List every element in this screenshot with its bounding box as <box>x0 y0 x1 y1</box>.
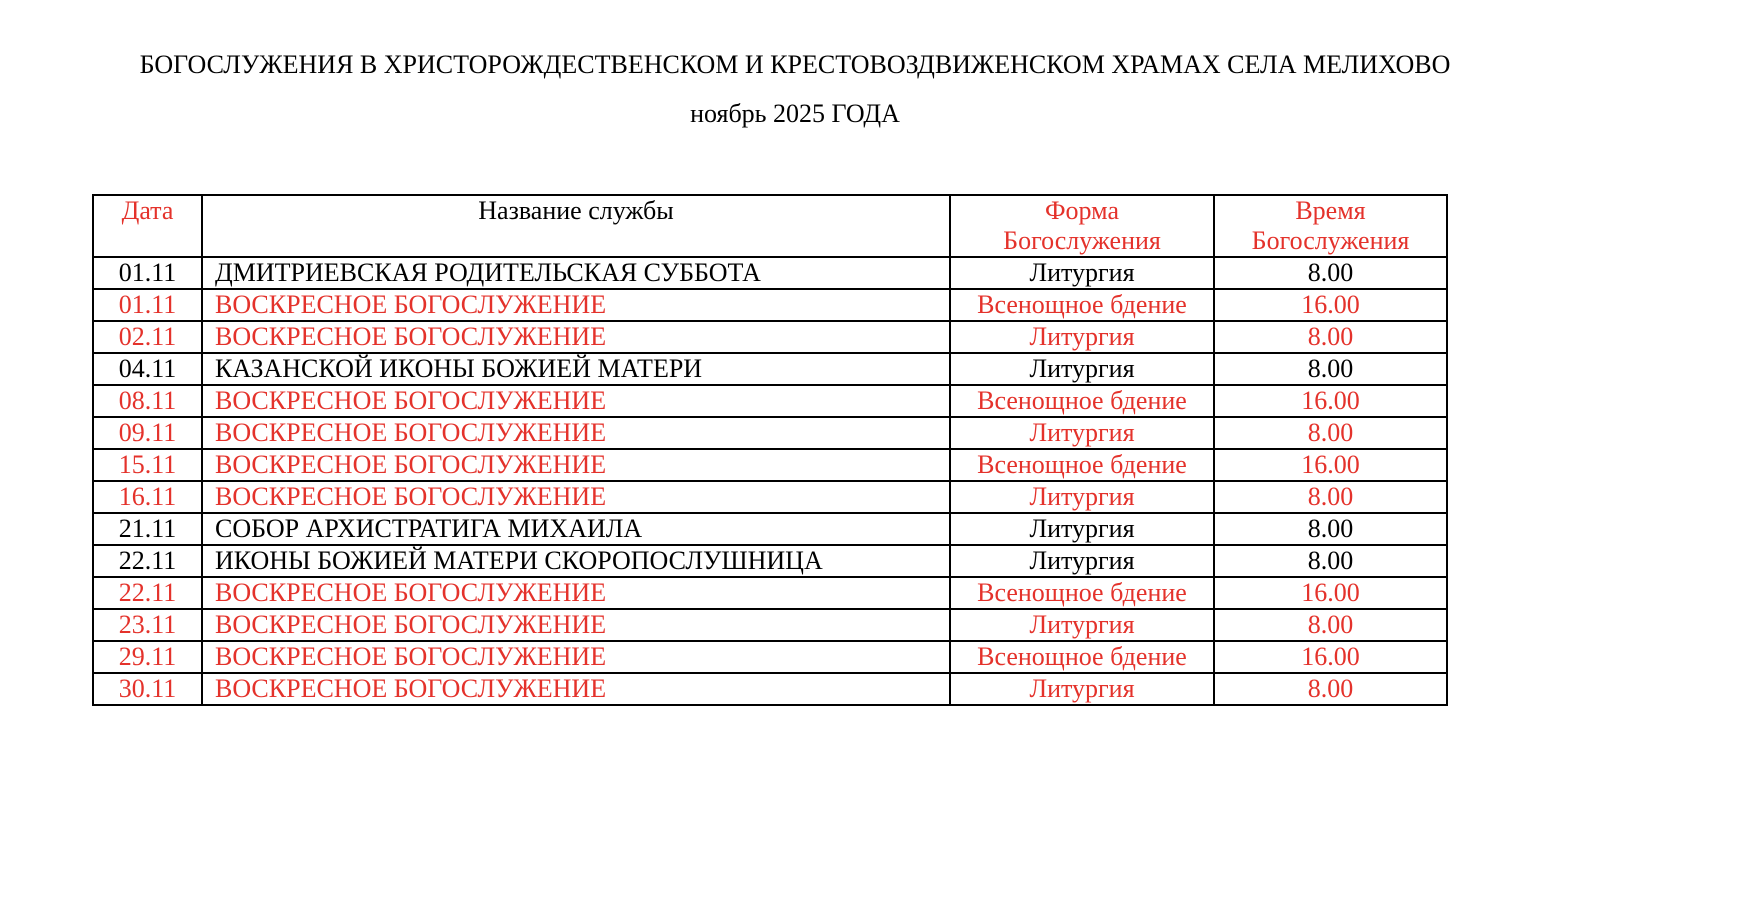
cell-service-time: 16.00 <box>1214 289 1447 321</box>
cell-service-time: 16.00 <box>1214 577 1447 609</box>
cell-date: 09.11 <box>93 417 202 449</box>
header-date <box>93 195 202 257</box>
cell-date: 29.11 <box>93 641 202 673</box>
cell-date: 08.11 <box>93 385 202 417</box>
cell-date: 22.11 <box>93 577 202 609</box>
table-row <box>93 289 1447 321</box>
header-date-label: Дата <box>121 196 174 225</box>
cell-service-name: ВОСКРЕСНОЕ БОГОСЛУЖЕНИЕ <box>202 577 950 609</box>
header-service-time <box>1214 195 1447 257</box>
table-row <box>93 545 1447 577</box>
header-service-form-line2: Богослужения <box>1003 226 1161 255</box>
table-header-row <box>93 195 1447 257</box>
cell-service-form: Всенощное бдение <box>950 385 1214 417</box>
table-row <box>93 577 1447 609</box>
schedule-table <box>92 194 1448 706</box>
cell-service-time: 8.00 <box>1214 321 1447 353</box>
cell-service-name: ВОСКРЕСНОЕ БОГОСЛУЖЕНИЕ <box>202 673 950 705</box>
cell-date: 01.11 <box>93 289 202 321</box>
cell-service-form: Литургия <box>950 673 1214 705</box>
cell-service-name: ВОСКРЕСНОЕ БОГОСЛУЖЕНИЕ <box>202 609 950 641</box>
header-service-name <box>202 195 950 257</box>
cell-service-form: Литургия <box>950 513 1214 545</box>
table-row <box>93 609 1447 641</box>
cell-date: 30.11 <box>93 673 202 705</box>
cell-date: 23.11 <box>93 609 202 641</box>
header-service-time-line1: Время <box>1295 196 1366 225</box>
cell-service-form: Всенощное бдение <box>950 449 1214 481</box>
header-service-form <box>950 195 1214 257</box>
cell-service-name: ВОСКРЕСНОЕ БОГОСЛУЖЕНИЕ <box>202 385 950 417</box>
schedule-body <box>93 257 1447 705</box>
cell-service-form: Всенощное бдение <box>950 641 1214 673</box>
table-row <box>93 673 1447 705</box>
cell-service-name: СОБОР АРХИСТРАТИГА МИХАИЛА <box>202 513 950 545</box>
cell-service-form: Всенощное бдение <box>950 577 1214 609</box>
document-title: БОГОСЛУЖЕНИЯ В ХРИСТОРОЖДЕСТВЕНСКОМ И КРЕСТОВОЗДВИЖЕНСКОМ ХРАМАХ СЕЛА МЕЛИХОВО <box>139 50 1451 79</box>
cell-service-form: Литургия <box>950 417 1214 449</box>
cell-date: 15.11 <box>93 449 202 481</box>
cell-date: 02.11 <box>93 321 202 353</box>
cell-service-time: 8.00 <box>1214 609 1447 641</box>
cell-service-time: 8.00 <box>1214 481 1447 513</box>
cell-service-time: 8.00 <box>1214 353 1447 385</box>
cell-service-name: ВОСКРЕСНОЕ БОГОСЛУЖЕНИЕ <box>202 417 950 449</box>
table-row <box>93 257 1447 289</box>
table-row <box>93 321 1447 353</box>
cell-date: 04.11 <box>93 353 202 385</box>
cell-service-time: 8.00 <box>1214 545 1447 577</box>
cell-service-time: 16.00 <box>1214 641 1447 673</box>
table-row <box>93 449 1447 481</box>
table-row <box>93 353 1447 385</box>
table-row <box>93 385 1447 417</box>
cell-date: 16.11 <box>93 481 202 513</box>
table-row <box>93 641 1447 673</box>
header-service-form-line1: Форма <box>1045 196 1119 225</box>
cell-service-time: 16.00 <box>1214 385 1447 417</box>
cell-service-name: ДМИТРИЕВСКАЯ РОДИТЕЛЬСКАЯ СУББОТА <box>202 257 950 289</box>
document-subtitle: ноябрь 2025 ГОДА <box>690 99 900 128</box>
cell-service-name: ВОСКРЕСНОЕ БОГОСЛУЖЕНИЕ <box>202 289 950 321</box>
cell-date: 22.11 <box>93 545 202 577</box>
cell-service-form: Литургия <box>950 609 1214 641</box>
cell-service-name: ВОСКРЕСНОЕ БОГОСЛУЖЕНИЕ <box>202 449 950 481</box>
cell-service-form: Литургия <box>950 321 1214 353</box>
cell-service-name: КАЗАНСКОЙ ИКОНЫ БОЖИЕЙ МАТЕРИ <box>202 353 950 385</box>
cell-service-time: 16.00 <box>1214 449 1447 481</box>
header-service-name-label: Название службы <box>478 196 674 225</box>
cell-service-time: 8.00 <box>1214 257 1447 289</box>
cell-service-form: Всенощное бдение <box>950 289 1214 321</box>
cell-service-form: Литургия <box>950 257 1214 289</box>
table-row <box>93 513 1447 545</box>
header-service-time-line2: Богослужения <box>1251 226 1410 255</box>
cell-service-name: ИКОНЫ БОЖИЕЙ МАТЕРИ СКОРОПОСЛУШНИЦА <box>202 545 950 577</box>
cell-service-name: ВОСКРЕСНОЕ БОГОСЛУЖЕНИЕ <box>202 641 950 673</box>
table-row <box>93 417 1447 449</box>
cell-date: 21.11 <box>93 513 202 545</box>
cell-service-time: 8.00 <box>1214 417 1447 449</box>
cell-service-time: 8.00 <box>1214 673 1447 705</box>
cell-date: 01.11 <box>93 257 202 289</box>
cell-service-form: Литургия <box>950 353 1214 385</box>
cell-service-name: ВОСКРЕСНОЕ БОГОСЛУЖЕНИЕ <box>202 321 950 353</box>
cell-service-time: 8.00 <box>1214 513 1447 545</box>
cell-service-name: ВОСКРЕСНОЕ БОГОСЛУЖЕНИЕ <box>202 481 950 513</box>
table-row <box>93 481 1447 513</box>
cell-service-form: Литургия <box>950 545 1214 577</box>
cell-service-form: Литургия <box>950 481 1214 513</box>
